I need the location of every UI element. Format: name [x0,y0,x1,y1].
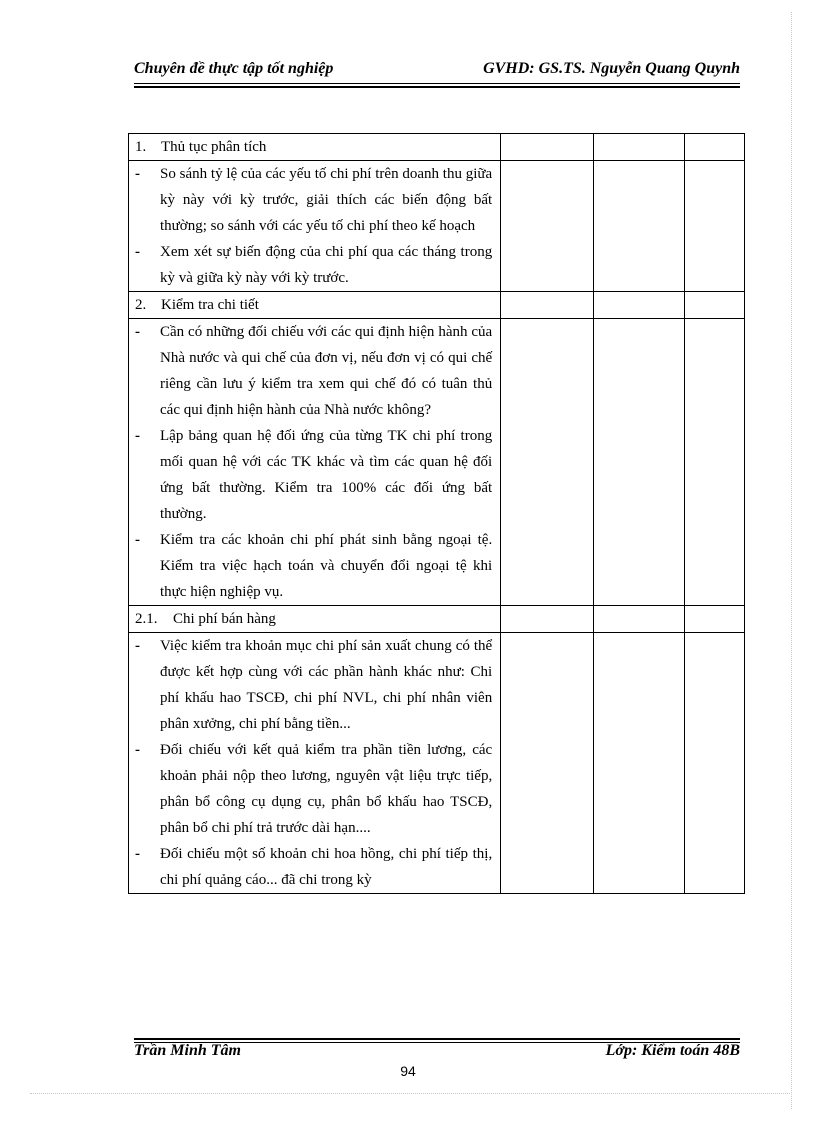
section-title: Kiểm tra chi tiết [161,297,259,313]
table-row [129,292,745,319]
bullet-cell [129,633,501,894]
header-left-title: Chuyên đề thực tập tốt nghiệp [134,60,334,77]
dash-bullet: - [135,846,140,862]
empty-cell [501,606,593,633]
section-number: 1. [135,139,147,155]
list-item: - Xem xét sự biến động của chi phí qua các tháng trong kỳ và giữa kỳ này với kỳ trước. [129,239,500,291]
list-item: - Đối chiếu với kết quả kiểm tra phần tiền lương, các khoản phải nộp theo lương, nguyên vật liệu trực tiếp, phân bổ công cụ dụng cụ, phân bổ khấu hao TSCĐ, phân bổ chi phí trả trước dài hạn.... [129,737,500,841]
bullet-cell [129,161,501,292]
empty-cell [593,319,684,606]
dash-bullet: - [135,166,140,182]
dash-bullet: - [135,638,140,654]
header-rule-thin [134,83,740,84]
section-heading [129,134,501,161]
dash-bullet: - [135,742,140,758]
audit-procedure-table [128,133,745,894]
list-item: - So sánh tỷ lệ của các yếu tố chi phí trên doanh thu giữa kỳ này với kỳ trước, giải thích các biến động bất thường; so sánh với các yếu tố chi phí theo kế hoạch [129,161,500,239]
footer-class: Lớp: Kiểm toán 48B [605,1042,740,1059]
table-row [129,319,745,606]
empty-cell [684,134,744,161]
page-edge-right [791,12,793,1109]
dash-bullet: - [135,324,140,340]
empty-cell [684,161,744,292]
header-supervisor: GVHD: GS.TS. Nguyễn Quang Quynh [483,60,740,77]
table-row [129,606,745,633]
footer-author: Trần Minh Tâm [134,1042,241,1059]
page-edge-bottom [30,1093,790,1095]
section-heading [129,606,501,633]
dash-bullet: - [135,244,140,260]
empty-cell [593,633,684,894]
list-item: - Việc kiểm tra khoản mục chi phí sản xuất chung có thể được kết hợp cùng với các phần hành khác như: Chi phí khấu hao TSCĐ, chi phí NVL, chi phí nhân viên phân xưởng, chi phí bằng tiền... [129,633,500,737]
section-heading [129,292,501,319]
bullet-cell [129,319,501,606]
dash-bullet: - [135,428,140,444]
empty-cell [593,292,684,319]
dash-bullet: - [135,532,140,548]
empty-cell [501,319,593,606]
list-item: - Lập bảng quan hệ đối ứng của từng TK chi phí trong mối quan hệ với các TK khác và tìm các quan hệ đối ứng bất thường. Kiểm tra 100% các đối ứng bất thường. [129,423,500,527]
table-row [129,633,745,894]
section-title: Chi phí bán hàng [173,611,276,627]
table-row [129,161,745,292]
list-item: - Cần có những đối chiếu với các qui định hiện hành của Nhà nước và qui chế của đơn vị, nếu đơn vị có qui chế riêng cần lưu ý kiểm tra xem qui chế đó có tuân thủ các qui định hiện hành của Nhà nước không? [129,319,500,423]
empty-cell [501,161,593,292]
page-number: 94 [400,1063,416,1079]
empty-cell [684,292,744,319]
empty-cell [593,606,684,633]
list-item: - Kiểm tra các khoản chi phí phát sinh bằng ngoại tệ. Kiểm tra việc hạch toán và chuyển đổi ngoại tệ khi thực hiện nghiệp vụ. [129,527,500,605]
empty-cell [684,319,744,606]
empty-cell [684,606,744,633]
page-header [134,60,740,84]
empty-cell [501,134,593,161]
empty-cell [501,633,593,894]
header-rule-thick [134,86,740,88]
section-title: Thủ tục phân tích [161,139,267,155]
table-row [129,134,745,161]
list-item: - Đối chiếu một số khoản chi hoa hồng, chi phí tiếp thị, chi phí quảng cáo... đã chi trong kỳ [129,841,500,893]
footer-rule-thick [134,1038,740,1040]
section-number: 2.1. [135,611,158,627]
empty-cell [501,292,593,319]
empty-cell [684,633,744,894]
empty-cell [593,134,684,161]
section-number: 2. [135,297,147,313]
empty-cell [593,161,684,292]
